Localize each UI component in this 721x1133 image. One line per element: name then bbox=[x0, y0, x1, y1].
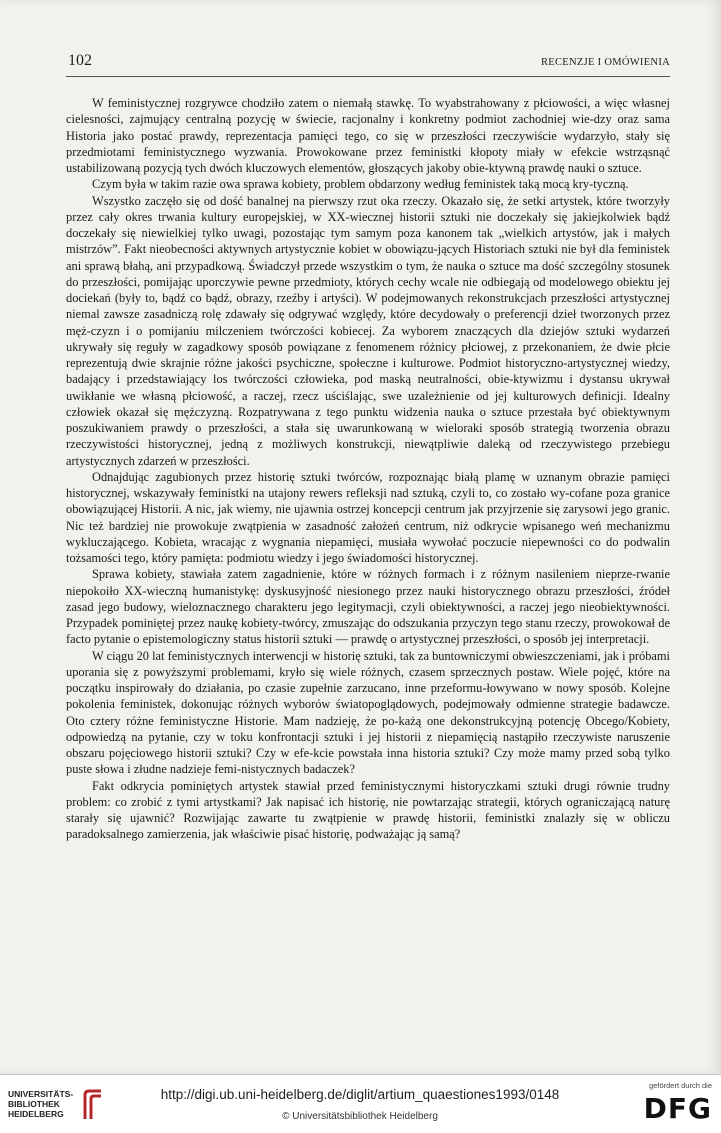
article-body bbox=[66, 95, 670, 843]
library-name-line: HEIDELBERG bbox=[8, 1109, 64, 1119]
library-logo[interactable] bbox=[8, 1089, 108, 1123]
dfg-logo: DFG bbox=[643, 1092, 712, 1125]
funder-block[interactable] bbox=[630, 1081, 716, 1129]
paragraph-7: Fakt odkrycia pominiętych artystek stawiał przed feministycznymi historyczkami sztuki drugi równie trudny problem: co zrobić z tymi artystkami? Jak napisać ich historię, nie powtarzając strategii, których ograniczającą naturę starały się ujawnić? Rozwijając zawarte tu zwątpienie w prawdę historii, feministki znalazły się w obliczu paradoksalnego zamierzenia, jak właściwie pisać historię, podważając ją samą? bbox=[66, 778, 670, 842]
paragraph-5: Sprawa kobiety, stawiała zatem zagadnienie, które w różnych formach i z różnym nasileniem nieprze-rwanie niepokoiło XX-wieczną humanistykę: dyskusyjność niesionego przez nauki historycznego obrazu przeszłości, źródeł zasad jego budowy, wieloznacznego charakteru jego legitymacji, czyli obiektywności, a raczej jego nieobiektywności. Przypadek pominiętej przez naukę kobiety-twórcy, zmuszając do odszukania przyczyn tego stanu rzeczy, prowokował de facto pytanie o epistemologiczny status historii sztuki — prawdę o artystycznej przeszłości, o sposób jej interpretacji. bbox=[66, 567, 670, 647]
ub-heidelberg-logo-icon bbox=[82, 1089, 104, 1121]
paragraph-2: Czym była w takim razie owa sprawa kobiety, problem obdarzony według feministek taką mocą kry-tyczną. bbox=[92, 177, 629, 192]
library-name bbox=[8, 1089, 73, 1119]
paragraph-3: Wszystko zaczęło się od dość banalnej na pierwszy rzut oka rzeczy. Okazało się, że setki artystek, które tworzyły przez cały okres trwania kultury europejskiej, w XX-wiecznej historii sztuki nie doczekały się jakiejkolwiek bądź doczekały się niewielkiej tylko uwagi, pozostając tym samym poza kanonem tak „wielkich artystów, jak i małych mistrzów”. Fakt nieobecności aktywnych artystycznie kobiet w obowiązu-jących Historiach sztuki nie był dla feministek ani sprawą błahą, ani przypadkową. Świadczył przede wszystkim o tym, że nauka o sztuce ma dość szczególny stosunek do przeszłości, pomijając uporczywie pewne przedmioty, których cechy wcale nie odbiegają od modelowego obiektu jej dociekań (były to, bądź co bądź, obrazy, rzeźby i artyści). W podejmowanych rekonstrukcjach przeszłości artystycznej niemal zawsze zasadniczą rolę zdawały się odgrywać względy, które decydowały o preferencji dzieł tworzonych przez męż-czyzn i o pomijaniu milczeniem twórczości kobiecej. Za wyborem znaczących dla dziejów sztuki wydarzeń ukrywały się reguły w zagadkowy sposób powiązane z fenomenem różnicy płciowej, z przekonaniem, że dwie płcie reprezentują dwie skrajnie różne jakości psychiczne, społeczne i kulturowe. Podmiot historyczno-artystycznej wiedzy, badający i przedstawiający los twórczości człowieka, pod maską neutralności, obie-ktywizmu i dystansu ukrywał uwikłanie we własną płciowość, a raczej, rzecz uściślając, swe uzależnienie od jej kulturowych definicji. Idealny człowiek okazał się mężczyzną. Rozpatrywana z tego punktu widzenia nauka o sztuce przestała być obiektywnym poszukiwaniem prawdy o przeszłości, a stała się uwarunkowaną w wieloraki sposób strategią tworzenia obrazu rzeczywistości historycznej, jedną z możliwych konstrukcji, niewątpliwie daleką od rzeczywistego przebiegu artystycznych zdarzeń w przeszłości. bbox=[66, 193, 670, 468]
page-header bbox=[66, 52, 670, 77]
copyright-notice: © Universitätsbibliothek Heidelberg bbox=[282, 1111, 438, 1122]
running-head: RECENZJE I OMÓWIENIA bbox=[540, 57, 670, 68]
library-name-line: UNIVERSITÄTS- bbox=[8, 1089, 74, 1099]
paragraph-4: Odnajdując zagubionych przez historię sztuki twórców, rozpoznając białą plamę w uznanym obrazie pamięci historycznej, wskazywały feministki na utajony rewers refleksji nad sztuką, czyli to, co zostało wy-cofane poza granice obowiązującej Historii. A nic, jak wiemy, nie ujawnia ostrzej koncepcji centrum jak przyjrzenie się zarysowi jego granic. Nic też bardziej nie prowokuje zwątpienia w zasadność założeń centrum, niż odkrycie wpisanego weń mechanizmu wykluczającego. Kobieta, wracając z wygnania niepamięci, musiała wywołać poczucie niepewności co do podwalin tożsamości tego, który pamięta: podmiotu wiedzy i jego świadomości historycznej. bbox=[66, 469, 670, 565]
paragraph-6: W ciągu 20 lat feministycznych interwencji w historię sztuki, tak za buntowniczymi obwieszczeniami, jak i próbami uporania się z powyższymi problemami, kryło się wiele różnych, czasem sprzecznych postaw. Wiele pojęć, które na początku inspirowały do działania, po czasie zupełnie zarzucano, inne przeformu-łowywano w nowy sposób. Kolejne pokolenia feministek, dokonując różnych wyborów światopoglądowych, podejmowały odmienne strategie badawcze. Oto cztery różne feministyczne Historie. Mam nadzieję, że po-każą one dekonstrukcyjną potencję Obcego/Kobiety, odpowiedzą na pytanie, czy w toku konfrontacji sztuki i jej historii z niepamięcią nastąpiło rzeczywiste naruszenie obszaru pojęciowego historii sztuki? Czy w efe-kcie powstała inna historia sztuki? Czy może mamy przed sobą tylko puste słowa i złudne nadzieje femi-nistycznych badaczek? bbox=[66, 648, 670, 777]
funder-caption: gefördert durch die bbox=[649, 1081, 712, 1090]
library-name-line: BIBLIOTHEK bbox=[8, 1099, 60, 1109]
viewer-footer bbox=[0, 1074, 721, 1133]
paragraph-1: W feministycznej rozgrywce chodziło zatem o niemałą stawkę. To wyabstrahowany z płciowości, a więc własnej cielesności, zajmujący centralną pozycję w świecie, racjonalny i konkretny podmiot zachodniej wie-dzy oraz sama Historia jako postać prawdy, reprezentacja pamięci tego, co się w przeszłości rzeczywiście wydarzyło, stały się przedmiotami feministycznego wyzwania. Prowokowane przez feministki kłopoty miały w efekcie wstrząsnąć ustabilizowaną pozycją tych dwóch kluczowych elementów, głoszących jakoby obie-ktywną prawdę nauki o sztuce. bbox=[66, 96, 670, 175]
permalink-url[interactable]: http://digi.ub.uni-heidelberg.de/diglit/artium_quaestiones1993/0148 bbox=[160, 1087, 560, 1102]
page-number: 102 bbox=[68, 52, 92, 69]
